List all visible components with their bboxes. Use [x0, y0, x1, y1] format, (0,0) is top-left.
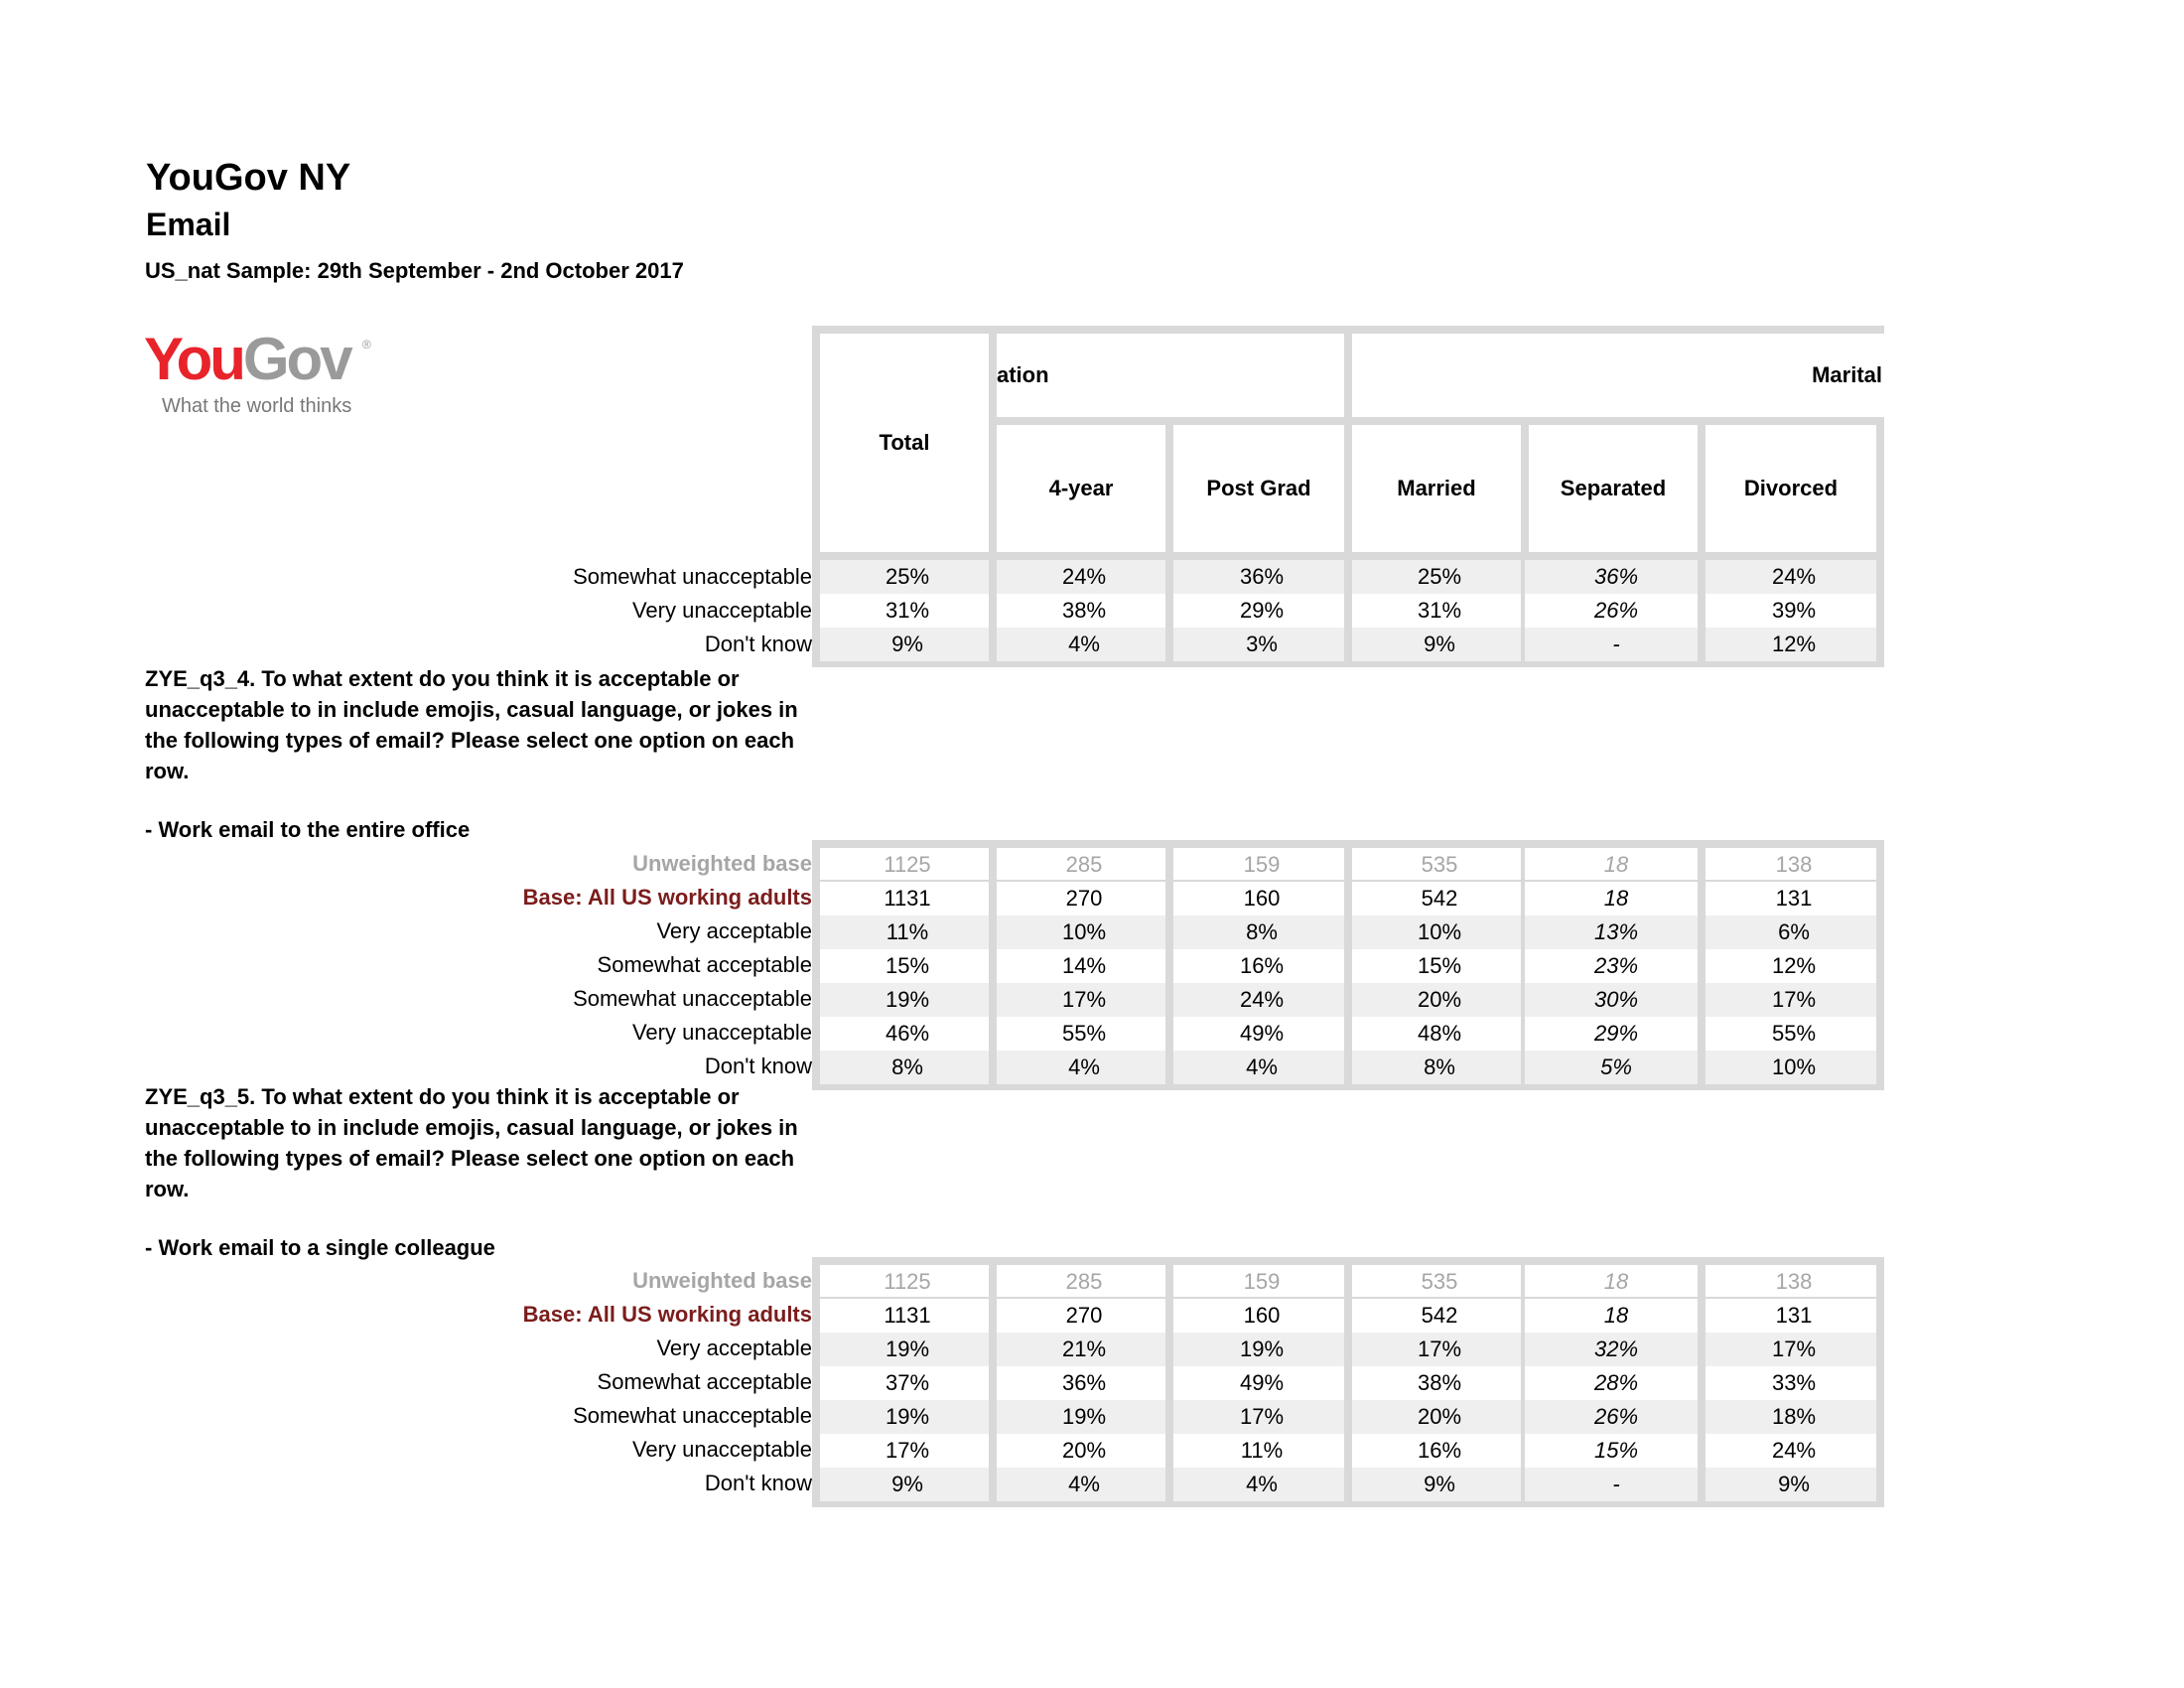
table-cell: 12% [1771, 632, 1817, 656]
column-separator [1876, 1257, 1884, 1507]
table-cell: 17% [1771, 987, 1817, 1012]
logo-tagline: What the world thinks [162, 395, 352, 417]
header-group-marital [1352, 334, 1884, 417]
column-separator [812, 1257, 820, 1507]
table-cell: 16% [1417, 1438, 1462, 1463]
logo-you: You [144, 326, 243, 392]
table-cell: 10% [1061, 919, 1107, 944]
table-cell: 9% [891, 632, 923, 656]
header-col-label: Divorced [1743, 476, 1839, 500]
table-cell: 28% [1593, 1370, 1639, 1395]
column-separator [1521, 560, 1525, 667]
table-cell: 138 [1775, 1269, 1813, 1294]
table-cell: 131 [1775, 1303, 1813, 1328]
table-cell: 18 [1603, 1303, 1629, 1328]
table-cell: 30% [1593, 987, 1639, 1012]
column-separator [989, 560, 997, 667]
table-cell: 159 [1243, 1269, 1281, 1294]
header-total [820, 334, 989, 552]
column-separator [1165, 560, 1173, 667]
table-cell: 19% [1061, 1404, 1107, 1429]
header-col-4-year [997, 425, 1165, 552]
table-cell: 31% [885, 598, 930, 623]
table-cell: 26% [1593, 598, 1639, 623]
table-cell: 20% [1417, 987, 1462, 1012]
table-cell: 270 [1065, 1303, 1103, 1328]
table-cell: 285 [1065, 1269, 1103, 1294]
header-total-label: Total [879, 430, 930, 455]
row-label: Somewhat unacceptable [573, 1403, 812, 1428]
column-separator [1876, 840, 1884, 1090]
table-cell: 19% [885, 1336, 930, 1361]
table-cell: - [1612, 1472, 1620, 1496]
table-cell: 25% [885, 564, 930, 589]
table-cell: 18 [1603, 852, 1629, 877]
logo-gov: Gov [242, 326, 350, 392]
column-separator [989, 1257, 997, 1507]
table-cell: 11% [1240, 1438, 1284, 1463]
column-separator [1165, 1257, 1173, 1507]
table-cell: 32% [1593, 1336, 1639, 1361]
question-subitem: - Work email to the entire office [145, 817, 471, 842]
table-cell: 17% [1771, 1336, 1817, 1361]
table-cell: 26% [1593, 1404, 1639, 1429]
table-cell: 25% [1417, 564, 1462, 589]
page-title: YouGov NY [146, 157, 351, 199]
column-separator [1876, 560, 1884, 667]
header-group-education [997, 334, 1344, 417]
row-label: Somewhat unacceptable [573, 986, 812, 1011]
row-label: Somewhat acceptable [597, 952, 812, 977]
table-cell: 13% [1593, 919, 1639, 944]
table-cell: 18 [1603, 886, 1629, 911]
table-cell: 19% [885, 987, 930, 1012]
yougov-logo [144, 326, 382, 421]
table-cell: 24% [1771, 564, 1817, 589]
column-separator [1165, 840, 1173, 1090]
header-col-label: Post Grad [1206, 476, 1311, 500]
column-separator [812, 840, 820, 1090]
table-cell: 21% [1061, 1336, 1107, 1361]
row-label: Somewhat unacceptable [573, 564, 812, 589]
table-cell: 17% [1417, 1336, 1462, 1361]
table-cell: 19% [1239, 1336, 1285, 1361]
table-cell: 12% [1771, 953, 1817, 978]
table-cell: 36% [1061, 1370, 1107, 1395]
table-cell: 24% [1771, 1438, 1817, 1463]
table-cell: 4% [1068, 632, 1100, 656]
header-col-separated [1529, 425, 1698, 552]
table-cell: 159 [1243, 852, 1281, 877]
table-cell: 9% [1424, 1472, 1455, 1496]
table-cell: 17% [1239, 1404, 1285, 1429]
table-cell: 49% [1239, 1021, 1285, 1046]
table-cell: 31% [1417, 598, 1462, 623]
table-cell: 55% [1771, 1021, 1817, 1046]
table-cell: 9% [1424, 632, 1455, 656]
table-cell: 19% [885, 1404, 930, 1429]
table-cell: 17% [885, 1438, 930, 1463]
table-cell: 14% [1061, 953, 1107, 978]
table-cell: 46% [885, 1021, 930, 1046]
row-label: Don't know [704, 1471, 812, 1495]
table-cell: 10% [1417, 919, 1462, 944]
table-cell: 39% [1771, 598, 1817, 623]
question-text: ZYE_q3_4. To what extent do you think it is acceptable or unacceptable to in include emojis, casual language, or jokes in the following types of email? Please select one option on each row. [145, 666, 798, 783]
row-label: Don't know [704, 1054, 812, 1078]
column-separator [1521, 1257, 1525, 1507]
header-col-married [1352, 425, 1521, 552]
column-separator [812, 560, 820, 667]
table-cell: 160 [1243, 1303, 1281, 1328]
column-separator [1344, 1257, 1352, 1507]
table-cell: 20% [1417, 1404, 1462, 1429]
column-separator [1698, 1257, 1706, 1507]
table-cell: 15% [1417, 953, 1462, 978]
table-cell: 15% [885, 953, 930, 978]
table-cell: 23% [1593, 953, 1639, 978]
header-group-education-label: ation [997, 362, 1049, 387]
table-cell: 36% [1239, 564, 1285, 589]
question-text: ZYE_q3_5. To what extent do you think it is acceptable or unacceptable to in include emojis, casual language, or jokes in the following types of email? Please select one option on each row. [145, 1084, 798, 1201]
table-cell: 36% [1593, 564, 1639, 589]
table-cell: 1131 [884, 886, 931, 911]
row-label: Somewhat acceptable [597, 1369, 812, 1394]
header-col-label: Married [1397, 476, 1476, 500]
column-separator [1344, 560, 1352, 667]
column-separator [989, 840, 997, 1090]
table-cell: 55% [1061, 1021, 1107, 1046]
table-cell: 138 [1775, 852, 1813, 877]
table-cell: 131 [1775, 886, 1813, 911]
row-label-unweighted: Unweighted base [632, 851, 812, 876]
table-cell: 5% [1600, 1055, 1632, 1079]
table-cell: 160 [1243, 886, 1281, 911]
logo-registered-mark: ® [362, 338, 371, 352]
table-cell: 11% [886, 919, 929, 944]
table-cell: 29% [1239, 598, 1285, 623]
table-cell: 18% [1771, 1404, 1817, 1429]
table-cell: 4% [1246, 1472, 1278, 1496]
table-cell: 535 [1421, 852, 1458, 877]
header-col-label: 4-year [1048, 476, 1114, 500]
table-cell: 15% [1593, 1438, 1639, 1463]
table-cell: 49% [1239, 1370, 1285, 1395]
table-cell: 1125 [884, 1269, 931, 1294]
table-cell: 3% [1246, 632, 1278, 656]
row-label-base: Base: All US working adults [522, 885, 812, 910]
column-separator [1521, 840, 1525, 1090]
header-col-divorced [1706, 425, 1876, 552]
table-cell: - [1612, 632, 1620, 656]
row-label-base: Base: All US working adults [522, 1302, 812, 1327]
table-cell: 37% [885, 1370, 930, 1395]
table-cell: 9% [891, 1472, 923, 1496]
table-cell: 4% [1246, 1055, 1278, 1079]
table-cell: 48% [1417, 1021, 1462, 1046]
table-cell: 20% [1061, 1438, 1107, 1463]
table-cell: 8% [891, 1055, 923, 1079]
table-cell: 535 [1421, 1269, 1458, 1294]
header-col-label: Separated [1560, 476, 1667, 500]
table-cell: 29% [1593, 1021, 1639, 1046]
table-cell: 16% [1239, 953, 1285, 978]
row-label: Don't know [704, 632, 812, 656]
table-cell: 10% [1771, 1055, 1817, 1079]
sample-description: US_nat Sample: 29th September - 2nd October 2017 [145, 258, 684, 283]
table-cell: 8% [1424, 1055, 1455, 1079]
page-subtitle: Email [146, 207, 231, 242]
table-cell: 6% [1778, 919, 1810, 944]
table-cell: 1131 [884, 1303, 931, 1328]
table-cell: 18 [1603, 1269, 1629, 1294]
table-cell: 542 [1421, 886, 1458, 911]
table-cell: 38% [1417, 1370, 1462, 1395]
header-group-marital-label: Marital [1812, 362, 1882, 387]
question-subitem: - Work email to a single colleague [145, 1235, 495, 1260]
row-label: Very acceptable [656, 1336, 812, 1360]
header-col-post-grad [1173, 425, 1344, 552]
table-cell: 4% [1068, 1472, 1100, 1496]
table-cell: 285 [1065, 852, 1103, 877]
row-label-unweighted: Unweighted base [632, 1268, 812, 1293]
table-cell: 17% [1061, 987, 1107, 1012]
table-cell: 9% [1778, 1472, 1810, 1496]
row-label: Very unacceptable [631, 1437, 812, 1462]
table-cell: 33% [1771, 1370, 1817, 1395]
table-cell: 1125 [884, 852, 931, 877]
row-label: Very unacceptable [631, 598, 812, 623]
table-cell: 8% [1246, 919, 1278, 944]
row-label: Very unacceptable [631, 1020, 812, 1045]
table-cell: 24% [1239, 987, 1285, 1012]
table-cell: 4% [1068, 1055, 1100, 1079]
row-label: Very acceptable [656, 918, 812, 943]
column-separator [1698, 560, 1706, 667]
table-cell: 270 [1065, 886, 1103, 911]
table-cell: 38% [1061, 598, 1107, 623]
column-separator [1344, 840, 1352, 1090]
table-cell: 542 [1421, 1303, 1458, 1328]
column-separator [1698, 840, 1706, 1090]
table-cell: 24% [1061, 564, 1107, 589]
